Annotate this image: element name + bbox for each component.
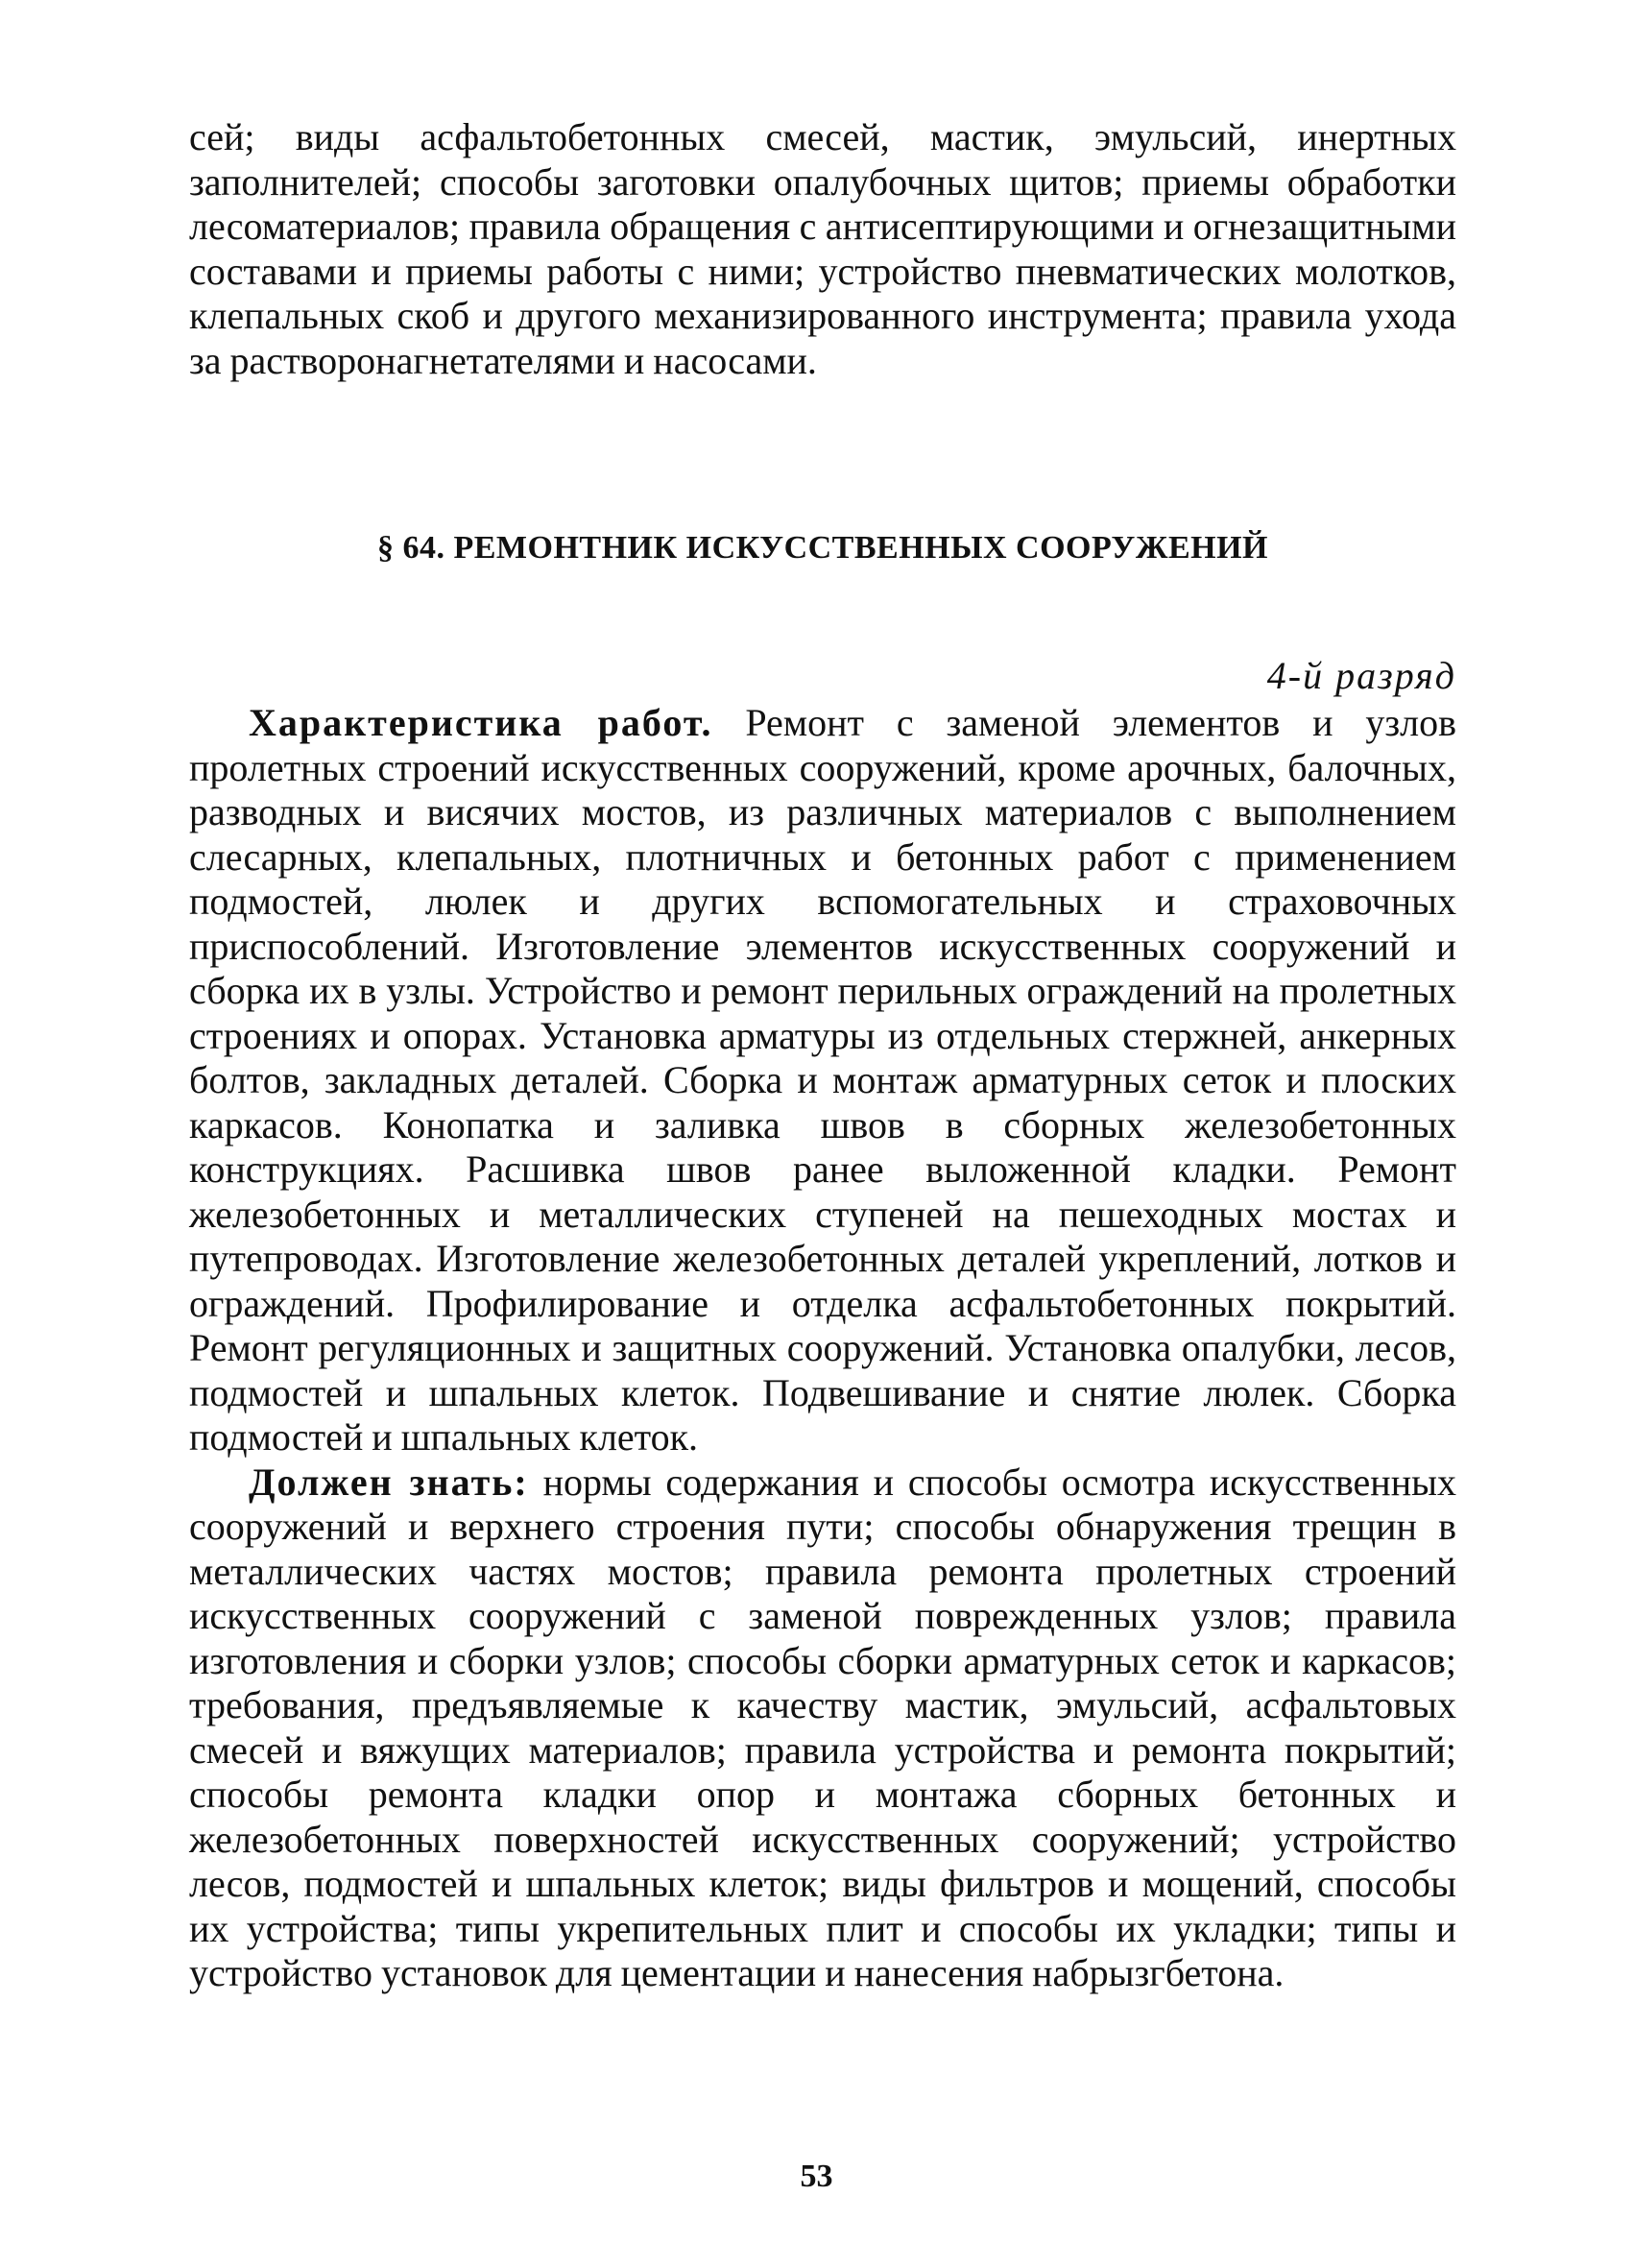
must-know-paragraph <box>189 1460 1456 1996</box>
must-know-label: Должен знать: <box>249 1460 529 1504</box>
page-content <box>189 115 1456 1994</box>
grade-label: 4-й разряд <box>1266 654 1456 697</box>
section-body <box>189 701 1456 1996</box>
intro-paragraph: сей; виды асфальтобетонных смесей, мастик, эмульсий, инертных заполнителей; способы заготовки опалубочных щитов; приемы обработки лесоматериалов; правила обращения с антисептирующими и огнезащитными составами и приемы работы с ними; устройство пневматических молотков, клепальных скоб и другого механизированного инструмента; правила ухода за растворонагнетателями и насосами. <box>189 115 1456 382</box>
characteristics-paragraph <box>189 701 1456 1460</box>
must-know-text: нормы содержания и способы осмотра искусственных сооружений и верхнего строения пути; способы обнаружения трещин в металлических частях мостов; правила ремонта пролетных строений искусственных сооружений с заменой поврежденных узлов; правила изготовления и сборки узлов; способы сборки арматурных сеток и каркасов; требования, предъявляемые к качеству мастик, эмульсий, асфальтовых смесей и вяжущих материалов; правила устройства и ремонта покрытий; способы ремонта кладки опор и монтажа сборных бетонных и железобетонных поверхностей искусственных сооружений; устройство лесов, подмостей и шпальных клеток; виды фильтров и мощений, способы их устройства; типы укрепительных плит и способы их укладки; типы и устройство установок для цементации и нанесения набрызгбетона. <box>189 1460 1456 1994</box>
characteristics-label: Характеристика работ. <box>249 701 713 744</box>
section-heading: § 64. РЕМОНТНИК ИСКУССТВЕННЫХ СООРУЖЕНИЙ <box>376 530 1268 566</box>
page-number: 53 <box>800 2159 833 2194</box>
characteristics-text: Ремонт с заменой элементов и узлов пролетных строений искусственных сооружений, кроме арочных, балочных, разводных и висячих мостов, из различных материалов с выполнением слесарных, клепальных, плотничных и бетонных работ с применением подмостей, люлек и других вспомогательных и страховочных приспособлений. Изготовление элементов искусственных сооружений и сборка их в узлы. Устройство и ремонт перильных ограждений на пролетных строениях и опорах. Установка арматуры из отдельных стержней, анкерных болтов, закладных деталей. Сборка и монтаж арматурных сеток и плоских каркасов. Конопатка и заливка швов в сборных железобетонных конструкциях. Расшивка швов ранее выложенной кладки. Ремонт железобетонных и металлических ступеней на пешеходных мостах и путепроводах. Изготовление железобетонных деталей укреплений, лотков и ограждений. Профилирование и отделка асфальтобетонных покрытий. Ремонт регуляционных и защитных сооружений. Установка опалубки, лесов, подмостей и шпальных клеток. Подвешивание и снятие люлек. Сборка подмостей и шпальных клеток. <box>189 701 1456 1459</box>
